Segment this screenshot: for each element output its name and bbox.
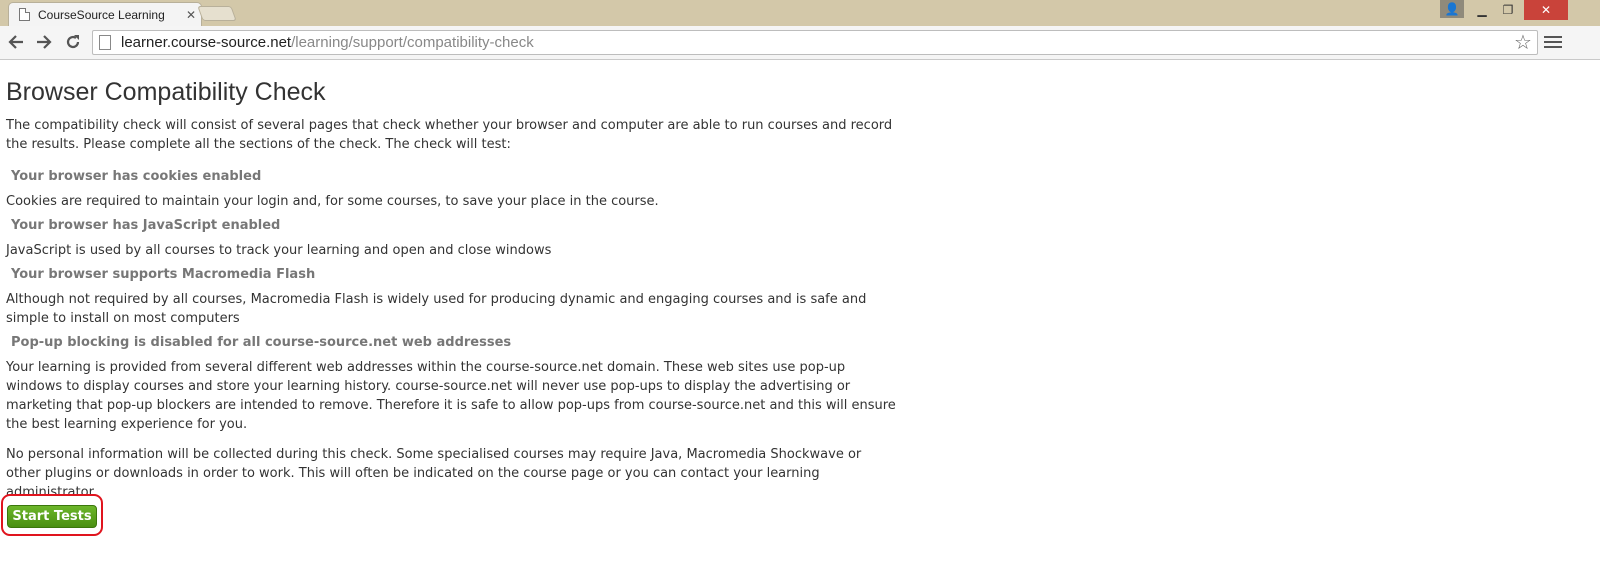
page-icon (19, 8, 30, 21)
minimize-button[interactable]: ▁ (1477, 3, 1487, 17)
intro-text: The compatibility check will consist of several pages that check whether your browser and computer are able to run courses and record the results. Please complete all the sections of the check. The check will test: (6, 118, 893, 152)
check-heading: Your browser supports Macromedia Flash (11, 267, 316, 282)
user-icon[interactable]: 👤 (1440, 0, 1464, 18)
page-icon (99, 35, 111, 50)
browser-toolbar (0, 26, 1600, 60)
browser-titlebar (0, 0, 1600, 26)
start-tests-highlight (1, 494, 103, 536)
check-popups (6, 334, 896, 434)
url-host: learner.course-source.net (121, 34, 292, 51)
check-description: Cookies are required to maintain your login and, for some courses, to save your place in the course. (6, 194, 659, 209)
browser-tab[interactable] (8, 2, 202, 26)
check-heading: Your browser has cookies enabled (11, 169, 262, 184)
reload-icon[interactable] (61, 30, 85, 54)
page-title: Browser Compatibility Check (6, 78, 326, 106)
address-bar[interactable] (92, 30, 1538, 55)
privacy-note: No personal information will be collected during this check. Some specialised courses may require Java, Macromedia Shockwave or other plugins or downloads in order to work. This will often be indicated on the course page or you can contact your learning administrator. (6, 447, 862, 500)
chrome-menu-icon[interactable] (1544, 31, 1562, 53)
start-tests-button[interactable]: Start Tests (7, 505, 97, 528)
url-path: /learning/support/compatibility-check (291, 34, 534, 51)
check-description: Your learning is provided from several different web addresses within the course-source.net domain. These web sites use pop-up windows to display courses and store your learning history. course-source.net will never use pop-ups to display the advertising or marketing that pop-up blockers are intended to remove. Therefore it is safe to allow pop-ups from course-source.net and this will ensure the best learning experience for you. (6, 360, 896, 432)
check-javascript (6, 217, 896, 260)
check-heading: Your browser has JavaScript enabled (11, 218, 281, 233)
check-description: JavaScript is used by all courses to track your learning and open and close windows (6, 243, 552, 258)
new-tab-button[interactable] (197, 6, 236, 21)
check-cookies (6, 168, 896, 211)
tab-close-icon[interactable]: ✕ (185, 7, 197, 22)
check-flash (6, 266, 896, 328)
check-heading: Pop-up blocking is disabled for all course-source.net web addresses (11, 335, 512, 350)
back-arrow-icon[interactable] (4, 30, 28, 54)
forward-arrow-icon[interactable] (32, 30, 56, 54)
check-description: Although not required by all courses, Macromedia Flash is widely used for producing dynamic and engaging courses and is safe and simple to install on most computers (6, 292, 867, 326)
close-window-button[interactable]: ✕ (1524, 0, 1568, 20)
tab-title: CourseSource Learning (38, 7, 165, 22)
page-content (6, 60, 896, 502)
maximize-button[interactable]: ❐ (1502, 3, 1514, 17)
bookmark-star-icon[interactable]: ☆ (1514, 30, 1532, 54)
